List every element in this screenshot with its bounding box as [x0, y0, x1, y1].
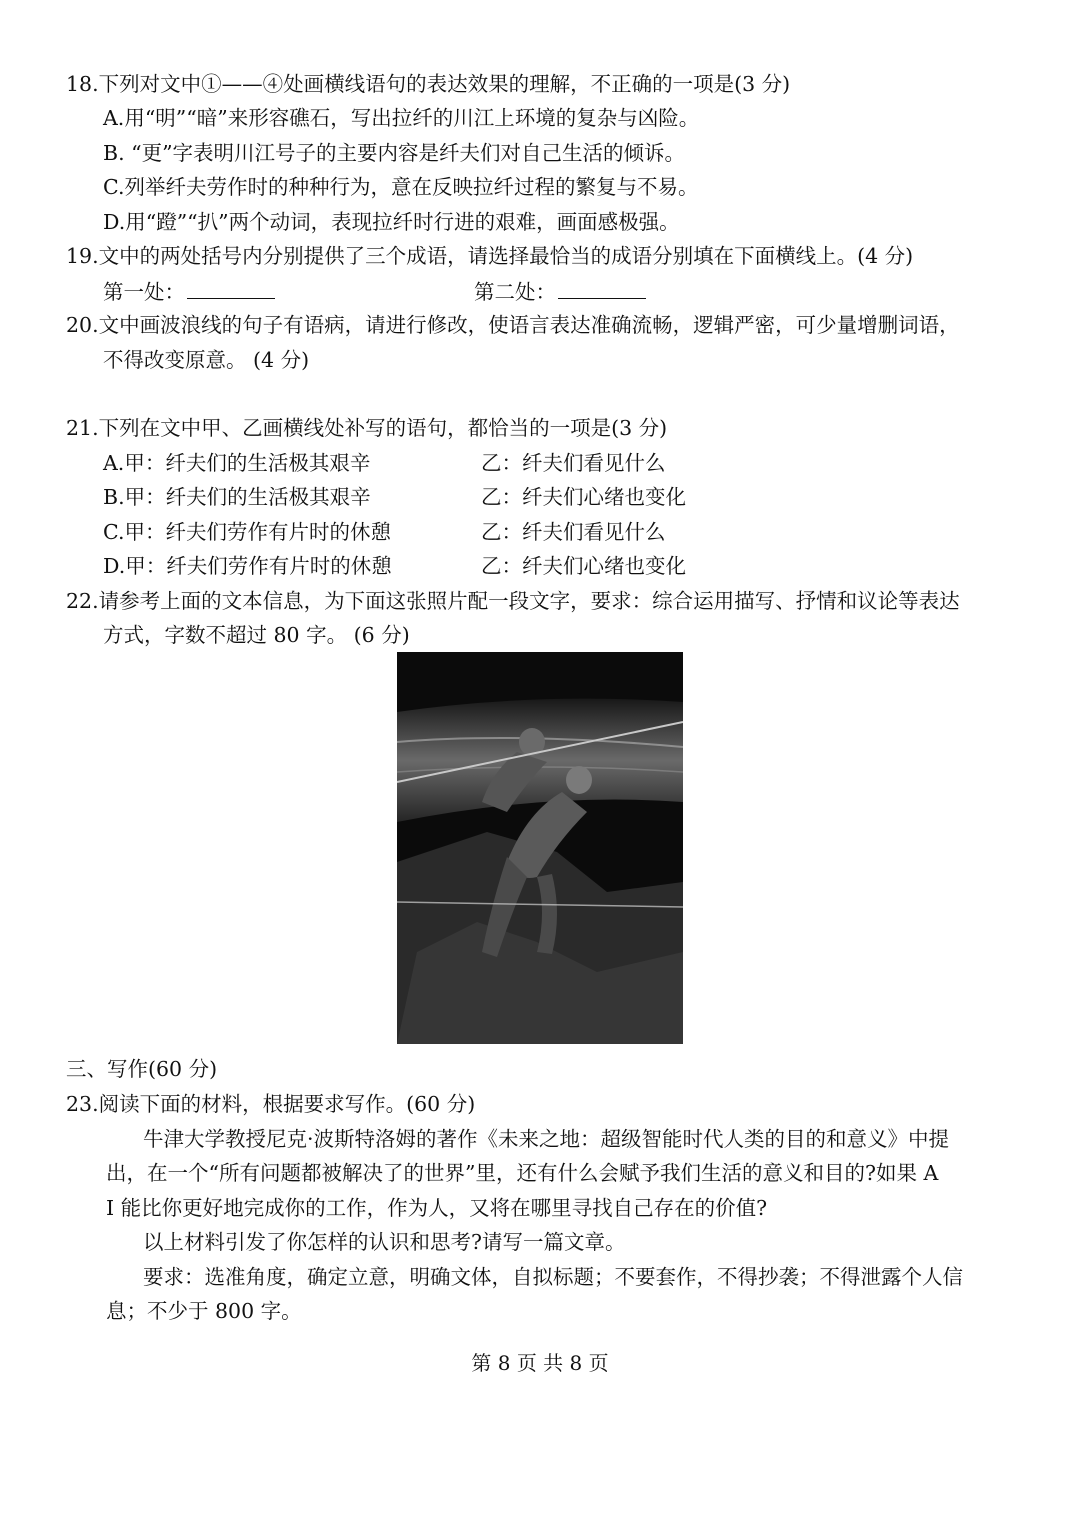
q19-stem: 19.文中的两处括号内分别提供了三个成语，请选择最恰当的成语分别填在下面横线上。(4 分) — [66, 244, 914, 268]
q18-option-d: D.用“蹬”“扒”两个动词，表现拉纤时行进的艰难，画面感极强。 — [103, 210, 680, 234]
q21-option-b-yi: 乙：纤夫们心绪也变化 — [481, 485, 686, 509]
q18-option-b: B. “更”字表明川江号子的主要内容是纤夫们对自己生活的倾诉。 — [103, 141, 686, 165]
q19-first-label: 第一处： — [103, 280, 185, 304]
q21-option-c-yi: 乙：纤夫们看见什么 — [481, 520, 666, 544]
q18-option-a: A.用“明”“暗”来形容礁石，写出拉纤的川江上环境的复杂与凶险。 — [103, 106, 700, 130]
q20-line1: 20.文中画波浪线的句子有语病，请进行修改，使语言表达准确流畅，逻辑严密，可少量增删词语， — [66, 313, 960, 337]
q21-option-c-jia: C.甲：纤夫们劳作有片时的休憩 — [103, 520, 391, 544]
q23-stem: 23.阅读下面的材料，根据要求写作。(60 分) — [66, 1092, 476, 1116]
q21-option-d-yi: 乙：纤夫们心绪也变化 — [481, 554, 686, 578]
page-number: 第 8 页 共 8 页 — [471, 1351, 609, 1375]
q22-line1: 22.请参考上面的文本信息，为下面这张照片配一段文字，要求：综合运用描写、抒情和议论等表达 — [66, 589, 960, 613]
answer-blank — [558, 276, 646, 299]
q23-requirements-line1: 要求：选准角度，确定立意，明确文体，自拟标题；不要套作，不得抄袭；不得泄露个人信 — [143, 1265, 963, 1289]
q22-line2: 方式，字数不超过 80 字。 (6 分) — [103, 623, 410, 647]
q23-material-line2: 出，在一个“所有问题都被解决了的世界”里，还有什么会赋予我们生活的意义和目的?如果 A — [106, 1161, 939, 1185]
answer-blank — [187, 276, 275, 299]
q21-option-a-jia: A.甲：纤夫们的生活极其艰辛 — [103, 451, 371, 475]
q21-option-a-yi: 乙：纤夫们看见什么 — [481, 451, 666, 475]
q21-stem: 21.下列在文中甲、乙画横线处补写的语句，都恰当的一项是(3 分) — [66, 416, 668, 440]
q23-material-line1: 牛津大学教授尼克·波斯特洛姆的著作《未来之地：超级智能时代人类的目的和意义》中提 — [143, 1127, 950, 1151]
q23-prompt: 以上材料引发了你怎样的认识和思考?请写一篇文章。 — [143, 1230, 626, 1254]
section-three-heading: 三、写作(60 分) — [66, 1057, 218, 1081]
q19-second-blank — [474, 276, 646, 307]
q20-line2: 不得改变原意。 (4 分) — [103, 348, 310, 372]
q19-first-blank — [103, 276, 275, 307]
q23-requirements-line2: 息；不少于 800 字。 — [106, 1299, 302, 1323]
q18-option-c: C.列举纤夫劳作时的种种行为，意在反映拉纤过程的繁复与不易。 — [103, 175, 699, 199]
q18-stem: 18.下列对文中①——④处画横线语句的表达效果的理解，不正确的一项是(3 分) — [66, 72, 791, 96]
q23-material-line3: I 能比你更好地完成你的工作，作为人，又将在哪里寻找自己存在的价值? — [106, 1196, 768, 1220]
q21-option-d-jia: D.甲：纤夫们劳作有片时的休憩 — [103, 554, 392, 578]
trackers-photo-graphic — [397, 652, 683, 1044]
trackers-photo — [397, 652, 683, 1044]
q19-second-label: 第二处： — [474, 280, 556, 304]
q21-option-b-jia: B.甲：纤夫们的生活极其艰辛 — [103, 485, 371, 509]
